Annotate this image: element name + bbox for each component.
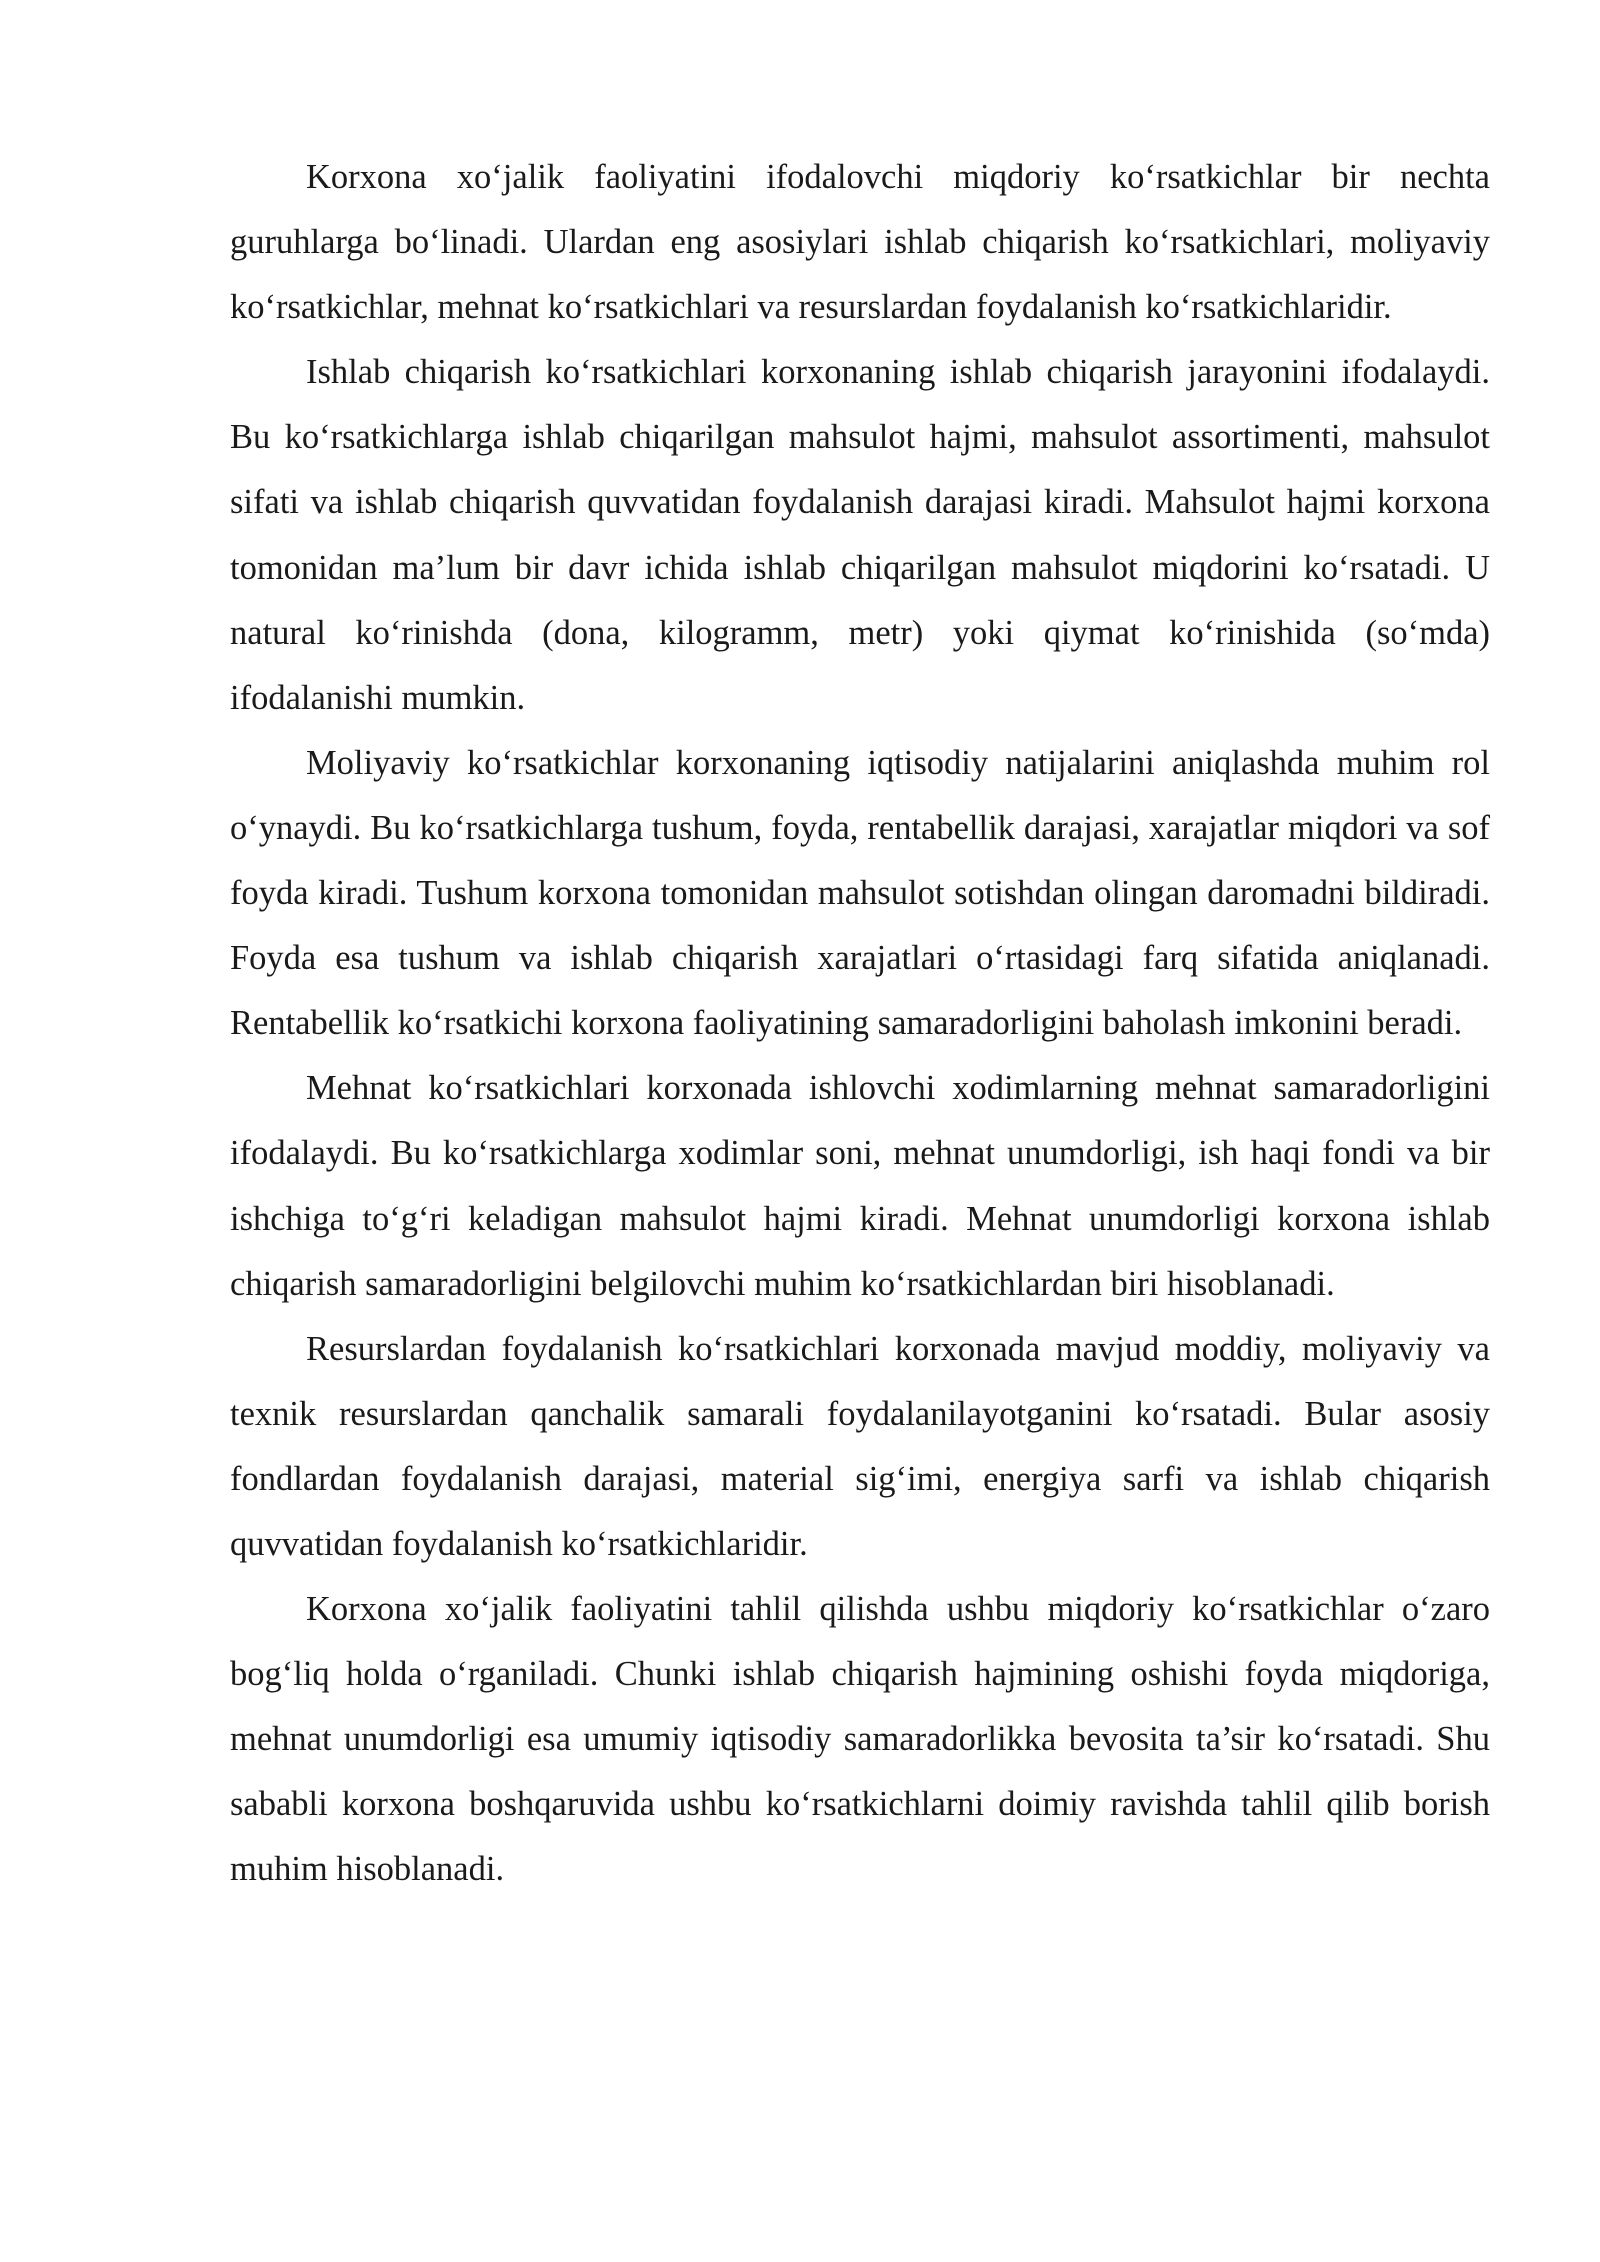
paragraph-conclusion: Korxona xo‘jalik faoliyatini tahlil qilishda ushbu miqdoriy ko‘rsatkichlar o‘zaro bog‘liq holda o‘rganiladi. Chunki ishlab chiqarish hajmining oshishi foyda miqdoriga, mehnat unumdorligi esa umumiy iqtisodiy samaradorlikka bevosita ta’sir ko‘rsatadi. Shu sababli korxona boshqaruvida ushbu ko‘rsatkichlarni doimiy ravishda tahlil qilib borish muhim hisoblanadi. bbox=[230, 1590, 1490, 1889]
paragraph-financial-indicators: Moliyaviy ko‘rsatkichlar korxonaning iqtisodiy natijalarini aniqlashda muhim rol o‘ynaydi. Bu ko‘rsatkichlarga tushum, foyda, rentabellik darajasi, xarajatlar miqdori va sof foyda kiradi. Tushum korxona tomonidan mahsulot sotishdan olingan daromadni bildiradi. Foyda esa tushum va ishlab chiqarish xarajatlari o‘rtasidagi farq sifatida aniqlanadi. Rentabellik ko‘rsatkichi korxona faoliyatining samaradorligini baholash imkonini beradi. bbox=[230, 743, 1490, 1043]
document-body bbox=[230, 145, 1490, 1903]
paragraph-indicator-groups: Korxona xo‘jalik faoliyatini ifodalovchi miqdoriy ko‘rsatkichlar bir nechta guruhlarga bo‘linadi. Ulardan eng asosiylari ishlab chiqarish ko‘rsatkichlari, moliyaviy ko‘rsatkichlar, mehnat ko‘rsatkichlari va resurslardan foydalanish ko‘rsatkichlaridir. bbox=[230, 158, 1490, 327]
paragraph-production-indicators: Ishlab chiqarish ko‘rsatkichlari korxonaning ishlab chiqarish jarayonini ifodalaydi. Bu ko‘rsatkichlarga ishlab chiqarilgan mahsulot hajmi, mahsulot assortimenti, mahsulot sifati va ishlab chiqarish quvvatidan foydalanish darajasi kiradi. Mahsulot hajmi korxona tomonidan ma’lum bir davr ichida ishlab chiqarilgan mahsulot miqdorini ko‘rsatadi. U natural ko‘rinishda (dona, kilogramm, metr) yoki qiymat ko‘rinishida (so‘mda) ifodalanishi mumkin. bbox=[230, 353, 1490, 717]
paragraph-resource-indicators: Resurslardan foydalanish ko‘rsatkichlari korxonada mavjud moddiy, moliyaviy va texnik resurslardan qanchalik samarali foydalanilayotganini ko‘rsatadi. Bular asosiy fondlardan foydalanish darajasi, material sig‘imi, energiya sarfi va ishlab chiqarish quvvatidan foydalanish ko‘rsatkichlaridir. bbox=[230, 1329, 1490, 1563]
paragraph-labor-indicators: Mehnat ko‘rsatkichlari korxonada ishlovchi xodimlarning mehnat samaradorligini ifodalaydi. Bu ko‘rsatkichlarga xodimlar soni, mehnat unumdorligi, ish haqi fondi va bir ishchiga to‘g‘ri keladigan mahsulot hajmi kiradi. Mehnat unumdorligi korxona ishlab chiqarish samaradorligini belgilovchi muhim ko‘rsatkichlardan biri hisoblanadi. bbox=[230, 1069, 1490, 1303]
